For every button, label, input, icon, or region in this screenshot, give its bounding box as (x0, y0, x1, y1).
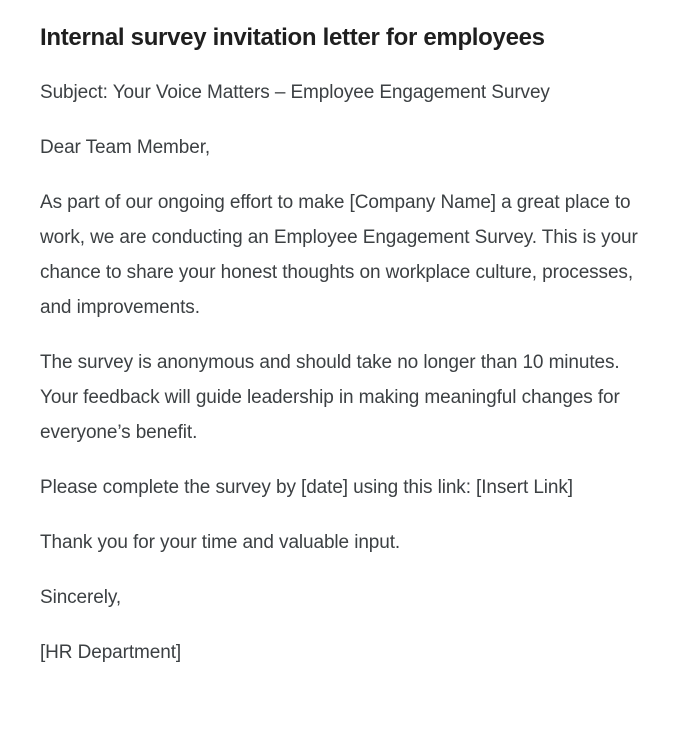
page-title: Internal survey invitation letter for employees (40, 24, 545, 51)
signature-line: [HR Department] (40, 642, 182, 663)
body-paragraph-2: The survey is anonymous and should take no longer than 10 minutes. Your feedback will guide leadership in making meaningful changes for everyone’s benefit. (40, 352, 620, 443)
salutation: Dear Team Member, (40, 137, 211, 158)
body-paragraph-1: As part of our ongoing effort to make [Company Name] a great place to work, we are conducting an Employee Engagement Survey. This is your chance to share your honest thoughts on workplace culture, processes, and improvements. (40, 192, 638, 318)
subject-line: Subject: Your Voice Matters – Employee Engagement Survey (40, 82, 550, 103)
body-paragraph-3: Please complete the survey by [date] using this link: [Insert Link] (40, 477, 573, 498)
thank-you-line: Thank you for your time and valuable input. (40, 532, 401, 553)
closing-line: Sincerely, (40, 587, 122, 608)
